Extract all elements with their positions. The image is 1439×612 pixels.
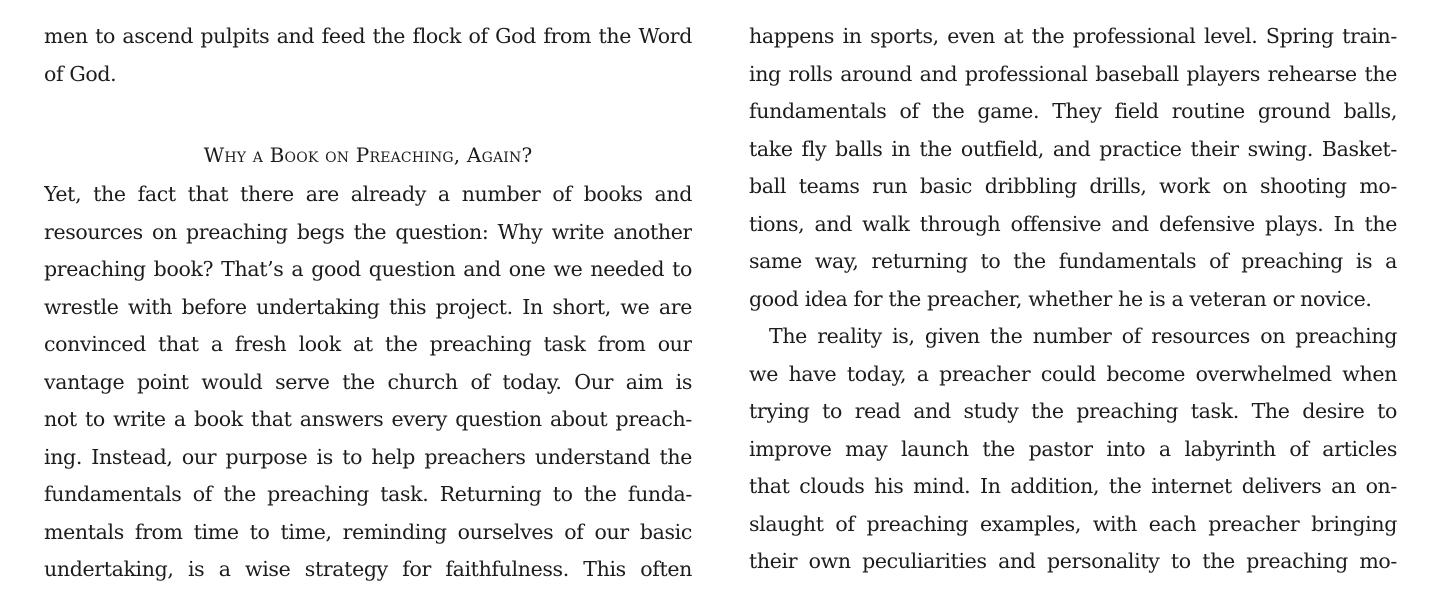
text-line: ball teams run basic dribbling drills, work on shooting mo- [749, 174, 1397, 198]
text-line: wrestle with before undertaking this project. In short, we are [44, 294, 692, 319]
text-line: fundamentals of the preaching task. Returning to the funda- [44, 482, 692, 506]
section-heading-text: Why a Book on Preaching, Again? [203, 143, 533, 167]
text-line: improve may launch the pastor into a labyrinth of articles [749, 436, 1397, 461]
text-line: vantage point would serve the church of today. Our aim is [44, 369, 692, 394]
text-line: Yet, the fact that there are already a number of books and [44, 182, 692, 206]
left-column [44, 18, 692, 589]
section-spacer [44, 93, 692, 135]
text-line: ing rolls around and professional baseball players rehearse the [749, 61, 1397, 86]
text-line: not to write a book that answers every question about preach- [44, 407, 692, 431]
text-line: take fly balls in the outfield, and practice their swing. Basket- [749, 136, 1397, 161]
text-line: same way, returning to the fundamentals of preaching is a [749, 249, 1397, 273]
text-line: that clouds his mind. In addition, the internet delivers an on- [749, 474, 1397, 498]
text-line: resources on preaching begs the question: Why write another [44, 219, 692, 244]
text-line: happens in sports, even at the professional level. Spring train- [749, 24, 1397, 48]
right-column [749, 18, 1397, 581]
text-line: preaching book? That’s a good question and one we needed to [44, 257, 692, 281]
text-line: undertaking, is a wise strategy for faithfulness. This often [44, 557, 692, 581]
text-line: good idea for the preacher, whether he is a veteran or novice. [749, 286, 1372, 311]
text-line: convinced that a fresh look at the preaching task from our [44, 332, 692, 356]
text-line: men to ascend pulpits and feed the flock of God from the Word [44, 24, 692, 48]
text-line: tions, and walk through offensive and defensive plays. In the [749, 211, 1397, 236]
text-line: their own peculiarities and personality to the preaching mo- [749, 549, 1397, 573]
section-heading [44, 135, 692, 176]
text-line: fundamentals of the game. They field routine ground balls, [749, 99, 1397, 123]
text-line: slaught of preaching examples, with each preacher bringing [749, 511, 1397, 536]
text-line: ing. Instead, our purpose is to help preachers understand the [44, 444, 692, 469]
text-line: of God. [44, 61, 117, 86]
text-line: trying to read and study the preaching task. The desire to [749, 399, 1397, 423]
text-line: mentals from time to time, reminding ourselves of our basic [44, 519, 692, 544]
text-line: The reality is, given the number of resources on preaching [769, 324, 1397, 348]
text-line: we have today, a preacher could become overwhelmed when [749, 361, 1397, 386]
